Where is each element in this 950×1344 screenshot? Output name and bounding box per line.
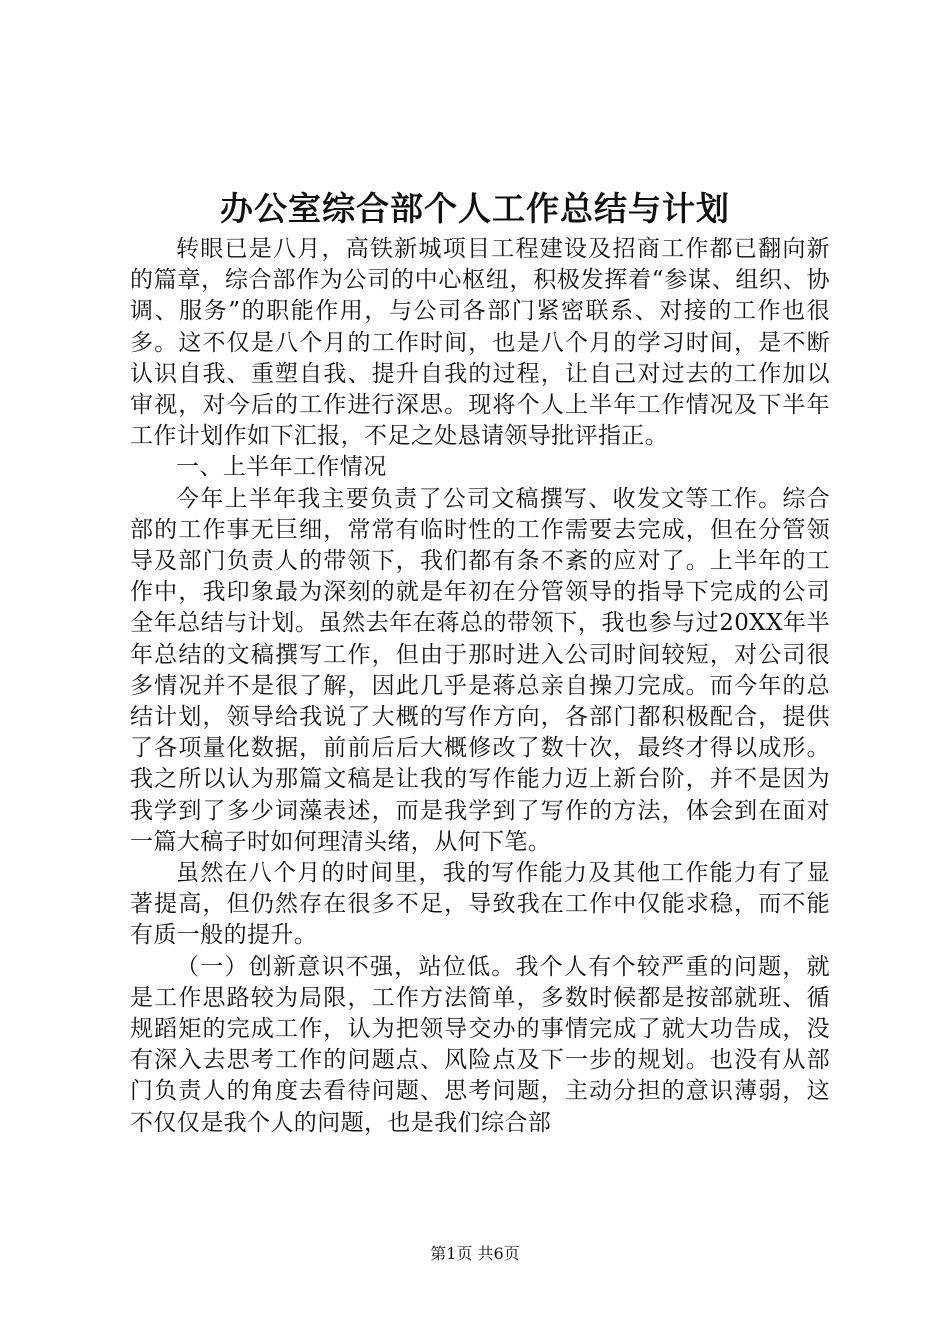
paragraph-innovation: （一）创新意识不强，站位低。我个人有个较严重的问题，就是工作思路较为局限，工作方法简单，多数时候都是按部就班、循规蹈矩的完成工作，认为把领导交办的事情完成了就大功告成，没有深入去思考工作的问题点、风险点及下一步的规划。也没有从部门负责人的角度去看待问题、思考问题，主动分担的意识薄弱，这不仅仅是我个人的问题，也是我们综合部 xyxy=(130,953,830,1136)
document-title: 办公室综合部个人工作总结与计划 xyxy=(220,189,730,228)
paragraph-shortcomings: 虽然在八个月的时间里，我的写作能力及其他工作能力有了显著提高，但仍然存在很多不足，导致我在工作中仅能求稳，而不能有质一般的提升。 xyxy=(130,860,830,949)
paragraph-intro: 转眼已是八月，高铁新城项目工程建设及招商工作都已翻向新的篇章，综合部作为公司的中心枢纽，积极发挥着“参谋、组织、协调、服务”的职能作用，与公司各部门紧密联系、对接的工作也很多。这不仅是八个月的工作时间，也是八个月的学习时间，是不断认识自我、重塑自我、提升自我的过程，让自己对过去的工作加以审视，对今后的工作进行深思。现将个人上半年工作情况及下半年工作计划作如下汇报，不足之处恳请领导批评指正。 xyxy=(130,236,830,450)
paragraph-work-summary: 今年上半年我主要负责了公司文稿撰写、收发文等工作。综合部的工作事无巨细，常常有临时性的工作需要去完成，但在分管领导及部门负责人的带领下，我们都有条不紊的应对了。上半年的工作中，我印象最为深刻的就是年初在分管领导的指导下完成的公司全年总结与计划。虽然去年在蒋总的带领下，我也参与过20XX年半年总结的文稿撰写工作，但由于那时进入公司时间较短，对公司很多情况并不是很了解，因此几乎是蒋总亲自操刀完成。而今年的总结计划，领导给我说了大概的写作方向，各部门都积极配合，提供了各项量化数据，前前后后大概修改了数十次，最终才得以成形。我之所以认为那篇文稿是让我的写作能力迈上新台阶，并不是因为我学到了多少词藻表述，而是我学到了写作的方法，体会到在面对一篇大稿子时如何理清头绪，从何下笔。 xyxy=(130,485,830,855)
document-body xyxy=(130,234,830,1139)
page-number-footer: 第1页 共6页 xyxy=(430,1244,520,1263)
section-heading-first-half: 一、上半年工作情况 xyxy=(176,454,387,481)
